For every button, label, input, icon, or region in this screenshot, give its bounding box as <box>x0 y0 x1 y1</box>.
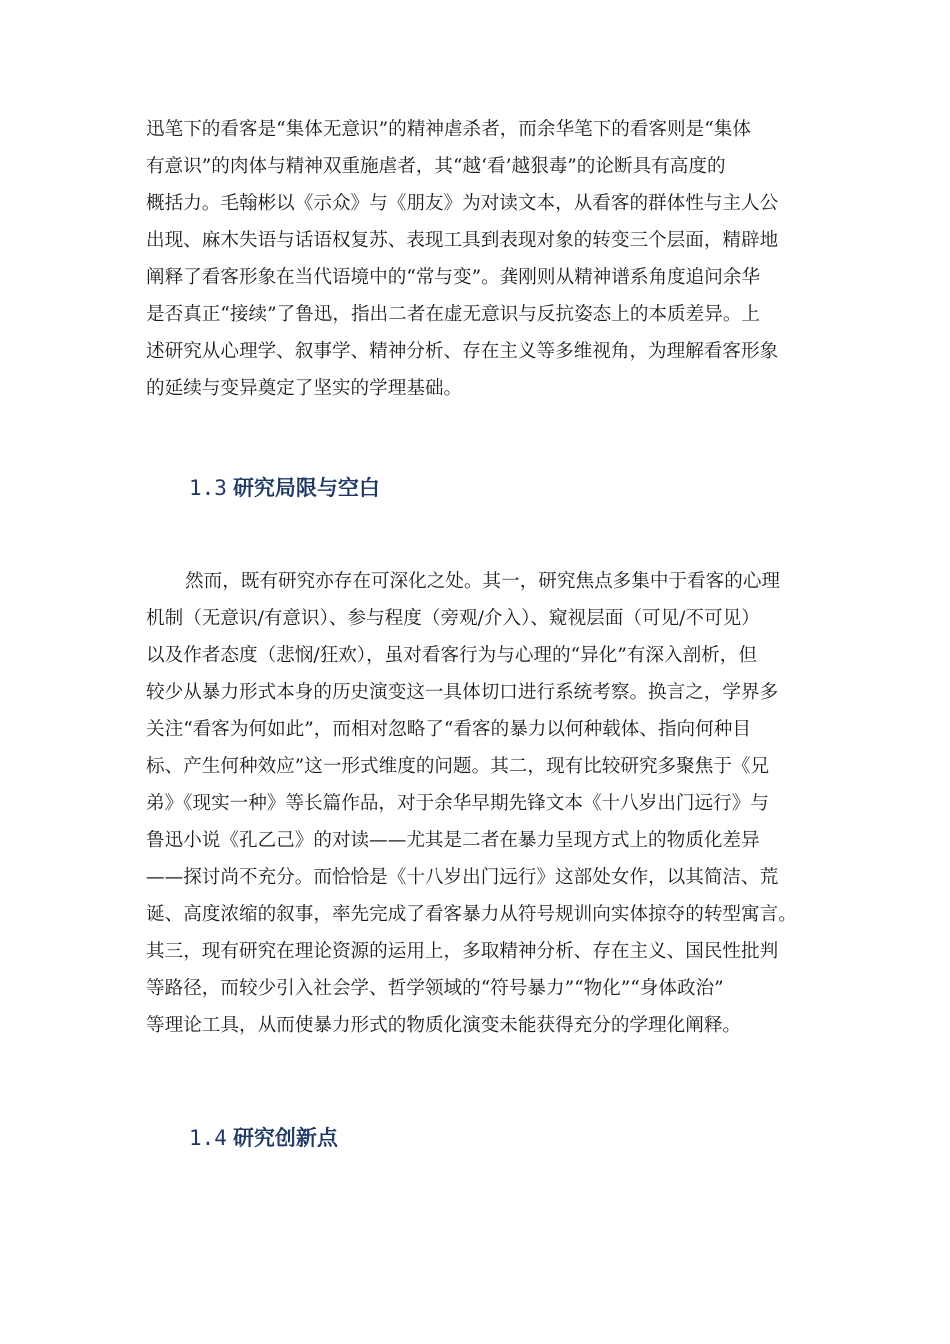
paragraph-2-line: 其三，现有研究在理论资源的运用上，多取精神分析、存在主义、国民性批判 <box>146 941 779 962</box>
paragraph-2-line: 机制（无意识/有意识）、参与程度（旁观/介入）、窥视层面（可见/不可见） <box>146 608 760 629</box>
section-title: 研究局限与空白 <box>232 476 380 500</box>
paragraph-1-line: 的延续与变异奠定了坚实的学理基础。 <box>146 378 463 399</box>
paragraph-2-line: 诞、高度浓缩的叙事，率先完成了看客暴力从符号规训向实体掠夺的转型寓言。 <box>146 904 797 925</box>
paragraph-2-line: 鲁迅小说《孔乙己》的对读——尤其是二者在暴力呈现方式上的物质化差异 <box>146 830 760 851</box>
paragraph-1-line: 出现、麻木失语与话语权复苏、表现工具到表现对象的转变三个层面，精辟地 <box>146 230 779 251</box>
paragraph-1-line: 概括力。毛翰彬以《示众》与《朋友》为对读文本，从看客的群体性与主人公 <box>146 193 779 214</box>
paragraph-2-line: 弟》《现实一种》等长篇作品，对于余华早期先锋文本《十八岁出门远行》与 <box>146 793 769 814</box>
paragraph-2-line: ——探讨尚不充分。而恰恰是《十八岁出门远行》这部处女作，以其简洁、荒 <box>146 867 779 888</box>
paragraph-2-line: 等路径，而较少引入社会学、哲学领域的“符号暴力”“物化”“身体政治” <box>146 978 724 999</box>
section-number: 1.4 <box>189 1126 227 1150</box>
paragraph-2-line: 等理论工具，从而使暴力形式的物质化演变未能获得充分的学理化阐释。 <box>146 1015 742 1036</box>
paragraph-2-line: 关注“看客为何如此”，而相对忽略了“看客的暴力以何种载体、指向何种目 <box>146 719 751 740</box>
section-title: 研究创新点 <box>232 1126 338 1150</box>
section-heading-1-4 <box>189 1124 338 1152</box>
paragraph-2-line: 较少从暴力形式本身的历史演变这一具体切口进行系统考察。换言之，学界多 <box>146 682 779 703</box>
paragraph-1-line: 迅笔下的看客是“集体无意识”的精神虐杀者，而余华笔下的看客则是“集体 <box>146 119 751 140</box>
section-number: 1.3 <box>189 476 227 500</box>
section-heading-1-3 <box>189 474 380 502</box>
paragraph-1-line: 述研究从心理学、叙事学、精神分析、存在主义等多维视角，为理解看客形象 <box>146 341 779 362</box>
paragraph-1-line: 是否真正“接续”了鲁迅，指出二者在虚无意识与反抗姿态上的本质差异。上 <box>146 304 761 325</box>
paragraph-1-line: 有意识”的肉体与精神双重施虐者，其“越‘看’越狠毒”的论断具有高度的 <box>146 156 726 177</box>
paragraph-2-line: 标、产生何种效应”这一形式维度的问题。其二，现有比较研究多聚焦于《兄 <box>146 756 770 777</box>
paragraph-2-line: 然而，既有研究亦存在可深化之处。其一，研究焦点多集中于看客的心理 <box>185 571 781 592</box>
paragraph-1-line: 阐释了看客形象在当代语境中的“常与变”。龚刚则从精神谱系角度追问余华 <box>146 267 761 288</box>
paragraph-2-line: 以及作者态度（悲悯/狂欢），虽对看客行为与心理的“异化”有深入剖析，但 <box>146 645 757 666</box>
